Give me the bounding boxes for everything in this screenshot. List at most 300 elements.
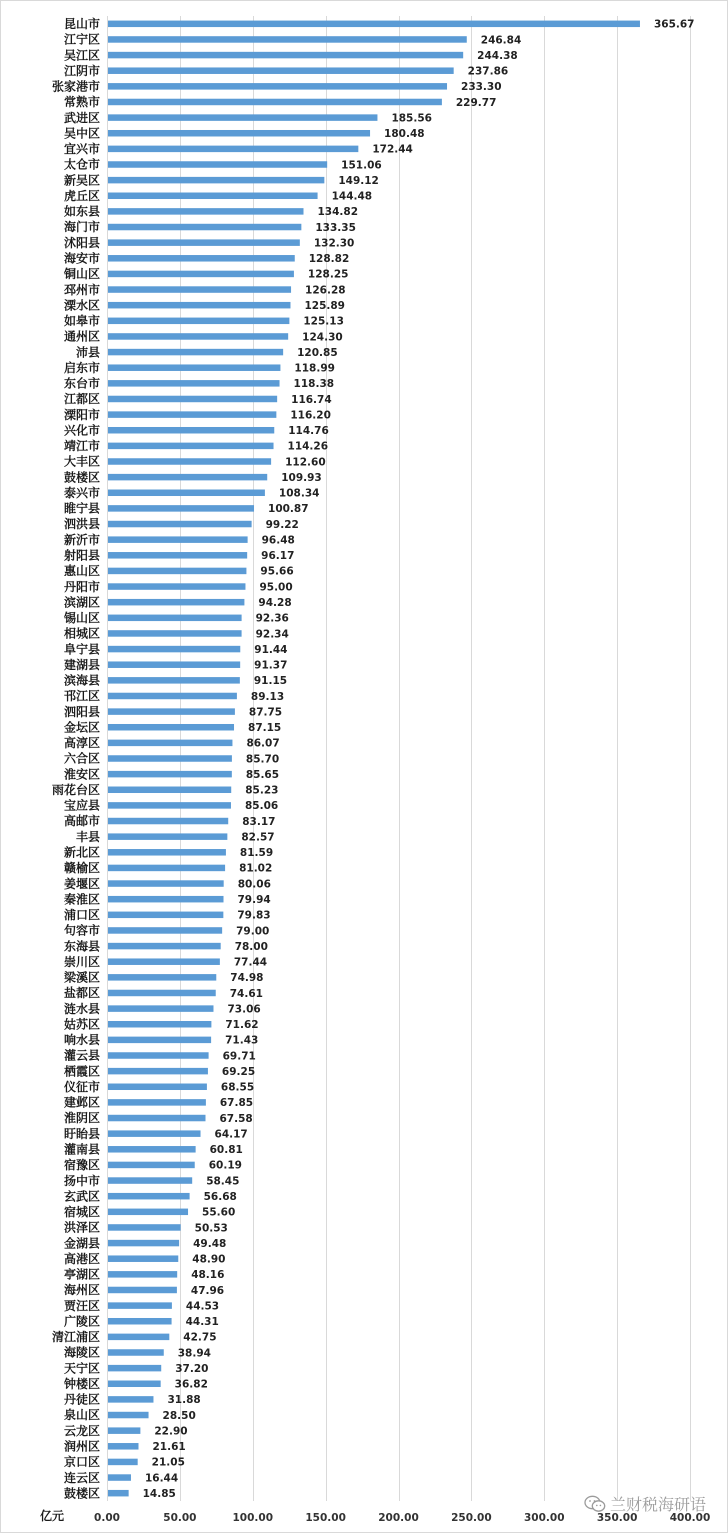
category-label: 雨花台区	[51, 782, 100, 797]
bar	[108, 755, 232, 762]
value-label: 86.07	[246, 737, 280, 750]
category-label: 宜兴市	[63, 142, 100, 157]
bar	[108, 427, 274, 434]
value-label: 172.44	[372, 143, 413, 156]
bar	[108, 1412, 149, 1419]
value-label: 85.23	[245, 784, 279, 797]
bar	[108, 974, 216, 981]
category-label: 栖霞区	[63, 1064, 100, 1079]
value-label: 114.26	[287, 440, 329, 453]
category-label: 沛县	[75, 345, 100, 360]
category-label: 海州区	[63, 1283, 100, 1298]
watermark	[584, 1492, 706, 1515]
x-tick-label: 150.00	[305, 1512, 346, 1524]
value-label: 37.20	[175, 1362, 209, 1375]
value-label: 85.70	[245, 753, 280, 766]
value-label: 91.15	[253, 675, 288, 688]
category-label: 通州区	[63, 329, 100, 344]
bar	[108, 380, 280, 387]
bar	[108, 349, 283, 356]
category-label: 丹徒区	[63, 1392, 100, 1407]
category-labels	[52, 16, 100, 1500]
category-label: 大丰区	[63, 454, 100, 469]
category-label: 滨海县	[63, 673, 100, 688]
value-label: 79.00	[236, 925, 270, 938]
bar	[108, 193, 318, 200]
category-label: 海安市	[63, 251, 100, 266]
value-label: 71.62	[225, 1019, 259, 1032]
category-label: 新北区	[63, 845, 100, 860]
bar	[108, 896, 224, 903]
bar	[108, 1037, 211, 1044]
bar	[108, 318, 289, 325]
bar	[108, 271, 294, 278]
category-label: 宝应县	[63, 798, 100, 813]
category-label: 江宁区	[63, 32, 100, 47]
category-label: 锡山区	[63, 611, 100, 626]
bar	[108, 474, 267, 481]
category-label: 射阳县	[63, 548, 100, 563]
value-label: 128.25	[307, 268, 349, 281]
category-label: 亭湖区	[63, 1267, 100, 1282]
value-label: 237.86	[467, 65, 509, 78]
value-label: 185.56	[391, 112, 432, 125]
category-label: 淮阴区	[63, 1111, 100, 1126]
bar	[108, 1427, 140, 1434]
bar	[108, 1490, 129, 1497]
value-label: 44.31	[185, 1316, 219, 1329]
value-label: 149.12	[338, 174, 379, 187]
value-label: 21.61	[152, 1441, 186, 1454]
value-label: 67.85	[219, 1097, 254, 1110]
bar	[108, 1459, 138, 1466]
value-label: 120.85	[297, 346, 338, 359]
value-label: 116.74	[291, 393, 332, 406]
value-label: 69.25	[221, 1065, 256, 1078]
value-label: 48.16	[191, 1269, 225, 1282]
value-label: 124.30	[302, 331, 343, 344]
bar	[108, 693, 237, 700]
x-tick-label: 200.00	[378, 1512, 419, 1524]
category-label: 丹阳市	[63, 579, 100, 594]
bar	[108, 1177, 192, 1184]
category-label: 滨湖区	[63, 595, 100, 610]
value-label: 92.36	[255, 612, 289, 625]
category-label: 泗洪县	[63, 517, 100, 532]
bar	[108, 177, 324, 184]
bar	[108, 1115, 206, 1122]
bar	[108, 364, 280, 371]
bar	[108, 740, 232, 747]
category-label: 泗阳县	[63, 704, 100, 719]
value-label: 96.17	[261, 550, 295, 563]
value-label: 67.58	[219, 1112, 253, 1125]
value-label: 47.96	[190, 1284, 225, 1297]
category-label: 鼓楼区	[63, 470, 100, 485]
value-label: 151.06	[341, 159, 382, 172]
value-label: 126.28	[305, 284, 346, 297]
bar	[108, 568, 246, 575]
bar	[108, 990, 216, 997]
category-label: 云龙区	[63, 1423, 100, 1438]
category-label: 姜堰区	[63, 876, 100, 891]
bar	[108, 1099, 206, 1106]
category-label: 武进区	[63, 110, 100, 125]
bar	[108, 67, 454, 74]
bar	[108, 912, 223, 919]
bar	[108, 99, 442, 106]
bar	[108, 1349, 164, 1356]
bar	[108, 927, 222, 934]
category-label: 虎丘区	[63, 188, 100, 203]
category-label: 润州区	[63, 1439, 100, 1454]
category-label: 秦淮区	[63, 892, 100, 907]
x-tick-label: 50.00	[163, 1512, 197, 1524]
bar	[108, 21, 640, 28]
category-label: 启东市	[63, 360, 100, 375]
category-label: 清江浦区	[51, 1330, 100, 1345]
bar	[108, 505, 254, 512]
value-label: 118.38	[293, 378, 335, 391]
bar	[108, 771, 232, 778]
bar	[108, 724, 234, 731]
category-label: 丰县	[75, 829, 100, 844]
bar	[108, 599, 244, 606]
bar	[108, 1302, 172, 1309]
bar	[108, 1084, 207, 1091]
value-label: 81.59	[239, 847, 274, 860]
category-label: 京口区	[63, 1455, 100, 1470]
value-label: 94.28	[258, 596, 292, 609]
value-label: 79.83	[237, 909, 271, 922]
bar	[108, 114, 377, 121]
bar	[108, 1318, 172, 1325]
value-label: 22.90	[154, 1425, 188, 1438]
value-label: 16.44	[144, 1472, 179, 1485]
bar	[108, 1224, 181, 1231]
value-label: 69.71	[222, 1050, 256, 1063]
value-label: 108.34	[278, 487, 320, 500]
bar	[108, 865, 225, 872]
category-label: 东海县	[63, 939, 100, 954]
category-label: 鼓楼区	[63, 1486, 100, 1501]
category-label: 洪泽区	[63, 1220, 100, 1235]
category-label: 灌南县	[63, 1142, 100, 1157]
bar	[108, 646, 240, 653]
value-label: 95.66	[260, 565, 294, 578]
value-label: 49.48	[193, 1237, 227, 1250]
category-label: 崇川区	[63, 954, 100, 969]
category-label: 梁溪区	[63, 970, 100, 985]
category-label: 靖江市	[63, 439, 100, 454]
category-label: 宿豫区	[63, 1158, 100, 1173]
value-label: 132.30	[313, 237, 355, 250]
value-label: 144.48	[331, 190, 373, 203]
category-label: 相城区	[63, 626, 100, 641]
bar	[108, 1068, 208, 1075]
bar	[108, 787, 231, 794]
value-label: 55.60	[202, 1206, 236, 1219]
category-label: 建湖县	[63, 657, 100, 672]
bar	[108, 1146, 196, 1153]
bar	[108, 36, 467, 43]
bar	[108, 146, 358, 153]
category-label: 贾汪区	[63, 1298, 100, 1313]
bars	[108, 21, 640, 1497]
category-label: 东台市	[63, 376, 100, 391]
value-label: 74.61	[229, 987, 263, 1000]
bar	[108, 802, 231, 809]
value-label: 81.02	[239, 862, 273, 875]
bar	[108, 396, 277, 403]
bar	[108, 224, 301, 231]
value-label: 95.00	[259, 581, 293, 594]
value-label: 85.06	[244, 800, 279, 813]
bar	[108, 630, 242, 637]
category-label: 昆山市	[63, 17, 100, 32]
category-label: 如东县	[63, 204, 100, 219]
x-tick-label: 250.00	[451, 1512, 492, 1524]
bar	[108, 552, 247, 559]
value-label: 14.85	[142, 1487, 176, 1500]
category-label: 淮安区	[63, 767, 100, 782]
category-label: 玄武区	[63, 1189, 100, 1204]
value-label: 50.53	[194, 1222, 228, 1235]
bar	[108, 1334, 169, 1341]
bar	[108, 490, 265, 497]
bar	[108, 521, 252, 528]
value-label: 79.94	[237, 893, 271, 906]
value-label: 71.43	[225, 1034, 259, 1047]
category-label: 仪征市	[63, 1079, 100, 1094]
value-label: 99.22	[265, 518, 299, 531]
bar	[108, 130, 370, 137]
watermark-text: 兰财税海研语	[609, 1495, 706, 1514]
category-label: 吴中区	[63, 126, 100, 141]
value-label: 109.93	[281, 471, 322, 484]
category-label: 海陵区	[63, 1345, 100, 1360]
value-label: 246.84	[480, 34, 522, 47]
value-label: 112.60	[285, 456, 326, 469]
category-label: 海门市	[63, 220, 100, 235]
value-label: 38.94	[177, 1347, 211, 1360]
category-label: 吴江区	[63, 48, 100, 63]
category-label: 高淳区	[63, 736, 100, 751]
category-label: 邗江区	[63, 689, 100, 704]
bar	[108, 1052, 209, 1059]
category-label: 泉山区	[63, 1408, 100, 1423]
category-label: 邳州市	[63, 282, 100, 297]
x-tick-label: 350.00	[596, 1512, 638, 1524]
category-label: 溧水区	[63, 298, 100, 313]
value-label: 244.38	[477, 49, 518, 62]
category-label: 宿城区	[63, 1205, 100, 1220]
category-label: 高港区	[63, 1251, 100, 1266]
bar	[108, 1162, 195, 1169]
wechat-icon	[584, 1495, 606, 1513]
bar	[108, 615, 242, 622]
x-tick-label: 400.00	[669, 1512, 711, 1524]
value-label: 73.06	[227, 1003, 261, 1016]
category-label: 句容市	[63, 923, 100, 938]
category-label: 张家港市	[51, 79, 100, 94]
category-label: 新吴区	[63, 173, 100, 188]
bar	[108, 1365, 161, 1372]
value-label: 78.00	[234, 940, 268, 953]
category-label: 江阴市	[63, 63, 100, 78]
value-label: 134.82	[317, 206, 359, 219]
value-label: 96.48	[261, 534, 295, 547]
value-label: 229.77	[455, 96, 497, 109]
value-label: 91.44	[254, 643, 288, 656]
bar	[108, 52, 463, 59]
category-label: 连云区	[63, 1470, 100, 1485]
bar	[108, 943, 221, 950]
bar	[108, 1005, 213, 1012]
bar	[108, 1443, 139, 1450]
value-label: 44.53	[185, 1300, 220, 1313]
bar	[108, 1209, 188, 1216]
bar	[108, 818, 228, 825]
value-label: 180.48	[384, 128, 425, 141]
bar	[108, 661, 240, 668]
bar	[108, 208, 304, 215]
value-label: 125.13	[303, 315, 344, 328]
value-label: 125.89	[304, 299, 346, 312]
bar	[108, 333, 288, 340]
value-label: 28.50	[162, 1409, 196, 1422]
category-label: 姑苏区	[63, 1017, 100, 1032]
category-label: 兴化市	[63, 423, 100, 438]
value-label: 80.06	[237, 878, 271, 891]
value-label: 114.76	[288, 425, 329, 438]
bar	[108, 1240, 179, 1247]
x-axis-unit-label: 亿元	[40, 1509, 65, 1523]
value-label: 118.99	[294, 362, 335, 375]
category-label: 浦口区	[63, 908, 100, 923]
bar	[108, 411, 276, 418]
value-label: 42.75	[183, 1331, 217, 1344]
category-label: 盱眙县	[63, 1126, 100, 1141]
bar	[108, 536, 248, 543]
bar	[108, 958, 220, 965]
category-label: 太仓市	[63, 157, 100, 172]
bar	[108, 677, 240, 684]
bar	[108, 83, 447, 90]
category-label: 赣榆区	[63, 861, 100, 876]
bar	[108, 708, 235, 715]
bar	[108, 1381, 161, 1388]
category-label: 钟楼区	[63, 1376, 100, 1391]
value-label: 48.90	[192, 1253, 226, 1266]
bar	[108, 1271, 177, 1278]
category-label: 广陵区	[63, 1314, 100, 1329]
category-label: 涟水县	[63, 1001, 100, 1016]
value-label: 116.20	[290, 409, 331, 422]
value-label: 60.19	[208, 1159, 242, 1172]
category-label: 如皋市	[63, 314, 100, 329]
category-label: 江都区	[63, 392, 100, 407]
category-label: 天宁区	[63, 1361, 100, 1376]
category-label: 灌云县	[63, 1048, 100, 1063]
category-label: 金湖县	[63, 1236, 100, 1251]
category-label: 盐都区	[63, 986, 100, 1001]
bar	[108, 161, 327, 168]
bar	[108, 1021, 211, 1028]
bar	[108, 1130, 201, 1137]
category-label: 建邺区	[63, 1095, 100, 1110]
value-label: 365.67	[653, 18, 695, 31]
bar	[108, 255, 295, 261]
x-tick-label: 0.00	[94, 1512, 120, 1524]
category-label: 惠山区	[63, 564, 100, 579]
value-label: 82.57	[241, 831, 275, 844]
category-label: 睢宁县	[63, 501, 100, 516]
category-label: 响水县	[63, 1033, 100, 1048]
category-label: 沭阳县	[63, 235, 100, 250]
category-label: 铜山区	[63, 267, 100, 282]
value-label: 83.17	[242, 815, 276, 828]
bar	[108, 1255, 178, 1262]
bar	[108, 286, 291, 293]
value-label: 87.75	[248, 706, 283, 719]
category-label: 新沂市	[63, 532, 100, 547]
bar	[108, 880, 224, 887]
value-label: 92.34	[255, 628, 289, 641]
category-label: 高邮市	[63, 814, 100, 829]
value-label: 58.45	[206, 1175, 240, 1188]
x-tick-label: 300.00	[523, 1512, 565, 1524]
category-label: 溧阳市	[63, 407, 100, 422]
value-label: 77.44	[233, 956, 268, 969]
value-label: 233.30	[461, 81, 502, 94]
category-label: 常熟市	[63, 95, 100, 110]
value-label: 85.65	[245, 768, 280, 781]
bar	[108, 1287, 177, 1294]
value-label: 60.81	[209, 1144, 243, 1157]
category-label: 金坛区	[63, 720, 100, 735]
value-label: 87.15	[248, 722, 282, 735]
value-label: 128.82	[308, 253, 350, 266]
bar	[108, 1396, 153, 1403]
x-tick-label: 100.00	[232, 1512, 274, 1524]
bar	[108, 458, 271, 465]
value-label: 56.68	[203, 1190, 237, 1203]
value-label: 21.05	[151, 1456, 185, 1469]
bar	[108, 302, 290, 309]
bar	[108, 443, 274, 450]
value-label: 89.13	[250, 690, 285, 703]
bar	[108, 849, 226, 856]
category-label: 阜宁县	[63, 642, 100, 657]
value-label: 68.55	[220, 1081, 255, 1094]
bar	[108, 1474, 131, 1481]
value-label: 64.17	[214, 1128, 248, 1141]
bar	[108, 583, 245, 590]
value-label: 91.37	[254, 659, 288, 672]
category-label: 六合区	[63, 751, 100, 766]
bar	[108, 833, 227, 840]
bar	[108, 1193, 190, 1200]
category-label: 扬中市	[63, 1173, 100, 1188]
value-label: 31.88	[167, 1394, 201, 1407]
value-label: 74.98	[230, 972, 264, 985]
category-label: 泰兴市	[63, 485, 100, 500]
bar	[108, 239, 300, 246]
value-label: 36.82	[174, 1378, 208, 1391]
value-label: 133.35	[315, 221, 356, 234]
value-label: 100.87	[268, 503, 309, 516]
